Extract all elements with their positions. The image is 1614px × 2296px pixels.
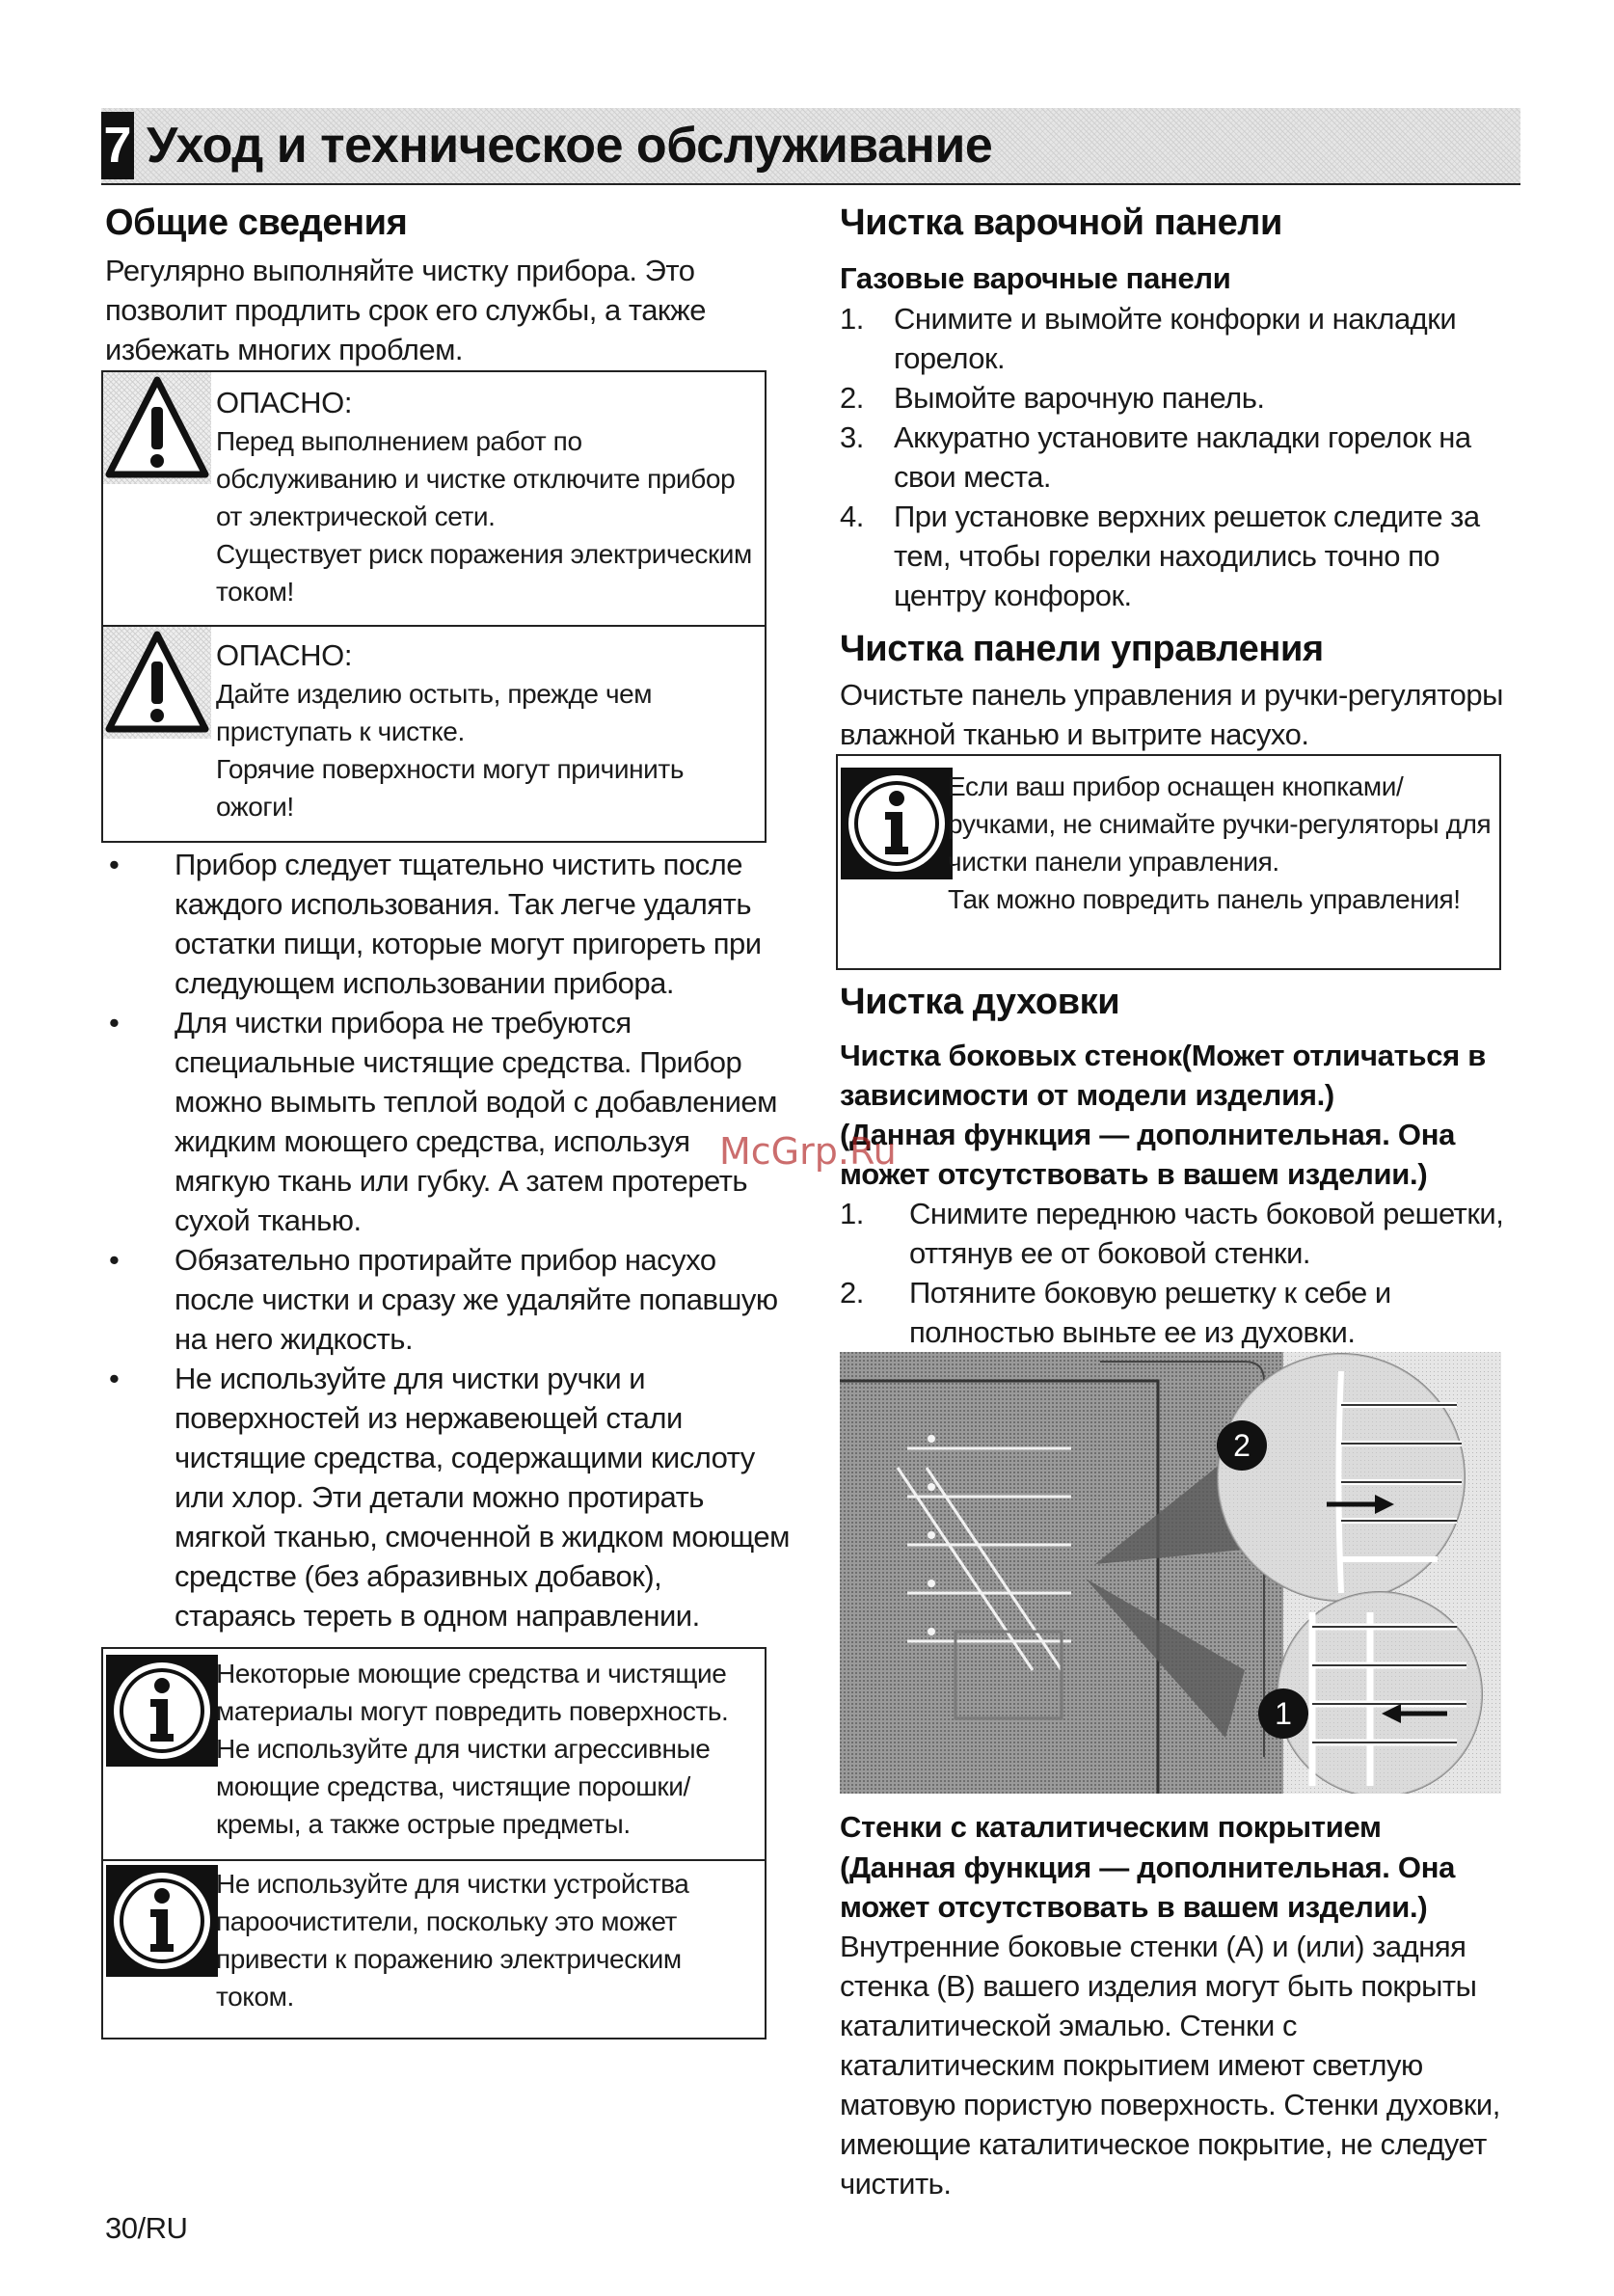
hob-step — [840, 299, 1515, 378]
hob-step — [840, 497, 1515, 615]
warning-2-text — [216, 636, 756, 825]
figure-callout-1: 1 — [1275, 1696, 1292, 1731]
warning-triangle-icon — [103, 374, 211, 482]
oven-step — [840, 1273, 1515, 1352]
step-number: 2. — [840, 381, 864, 415]
hob-step — [840, 378, 1515, 418]
step-number: 1. — [840, 1197, 864, 1230]
warning-triangle-icon — [103, 629, 211, 737]
catalytic-text: Внутренние боковые стенки (A) и (или) задняя стенка (B) вашего изделия могут быть покрыты каталитической эмалью. Стенки с каталитическим покрытием имеют светлую матовую пористую поверхность. Стенки духовки, имеющие каталитическое покрытие, не следует чистить. — [840, 1930, 1500, 2201]
info-left-2-text: Не используйте для чистки устройства пароочистители, поскольку это может привести к поражению электрическим током. — [216, 1869, 689, 2012]
chapter-title: Уход и техническое обслуживание — [147, 118, 993, 174]
oven-step — [840, 1194, 1515, 1273]
bullet-item: • Обязательно протирайте прибор насухо после чистки и сразу же удаляйте попавшую на него жидкость. — [105, 1240, 790, 1359]
cleaning-bullet-list — [105, 845, 790, 1635]
step-number: 2. — [840, 1276, 864, 1310]
info-icon — [106, 1655, 218, 1767]
warning-1-line1: Перед выполнением работ по обслуживанию и чистке отключите прибор от электрической сети. — [216, 426, 736, 531]
oven-steps — [840, 1194, 1515, 1352]
hob-title: Чистка варочной панели — [840, 203, 1283, 243]
watermark: McGrp.Ru — [719, 1130, 897, 1173]
bullet-item: • Не используйте для чистки ручки и поверхностей из нержавеющей стали чистящие средства, содержащими кислоту или хлор. Эти детали можно протирать мягкой тканью, смоченной в жидком моющем средстве (без абразивных добавок), стараясь тереть в одном направлении. — [105, 1359, 790, 1635]
oven-side-rack-figure — [840, 1352, 1501, 1794]
info-left-1-text: Некоторые моющие средства и чистящие материалы могут повредить поверхность. Не используйте для чистки агрессивные моющие средства, чистящие порошки/кремы, а также острые предметы. — [216, 1659, 729, 1839]
hob-step — [840, 418, 1515, 497]
chapter-number: 7 — [101, 112, 134, 179]
warning-2-label: ОПАСНО: — [216, 638, 353, 672]
control-info-line2: Так можно повредить панель управления! — [948, 884, 1461, 914]
catalytic-title: Стенки с каталитическим покрытием — [840, 1810, 1382, 1844]
step-text: Снимите и вымойте конфорки и накладки горелок. — [894, 302, 1457, 375]
oven-side-title: Чистка боковых стенок(Может отличаться в зависимости от модели изделия.) — [840, 1039, 1487, 1112]
warning-1-label: ОПАСНО: — [216, 386, 353, 419]
warning-2-line1: Дайте изделию остыть, прежде чем приступать к чистке. — [216, 679, 653, 746]
warning-1-text — [216, 384, 756, 610]
warning-1-line2: Существует риск поражения электрическим током! — [216, 539, 752, 607]
page-number: 30/RU — [105, 2211, 188, 2245]
control-info-text — [948, 768, 1493, 918]
info-icon — [106, 1865, 218, 1977]
warning-2-line2: Горячие поверхности могут причинить ожоги! — [216, 754, 685, 822]
hob-subtitle: Газовые варочные панели — [840, 261, 1231, 295]
step-number: 1. — [840, 302, 864, 336]
oven-side-note: (Данная функция — дополнительная. Она может отсутствовать в вашем изделии.) — [840, 1118, 1456, 1191]
general-title: Общие сведения — [105, 203, 408, 243]
step-text: Снимите переднюю часть боковой решетки, оттянув ее от боковой стенки. — [909, 1197, 1504, 1270]
step-number: 3. — [840, 420, 864, 454]
step-text: Аккуратно установите накладки горелок на свои места. — [894, 420, 1471, 494]
step-text: При установке верхних решеток следите за тем, чтобы горелки находились точно по центру конфорок. — [894, 500, 1480, 612]
control-info-line1: Если ваш прибор оснащен кнопками/ручками, не снимайте ручки-регуляторы для чистки панели управления. — [948, 771, 1492, 877]
control-text: Очистьте панель управления и ручки-регуляторы влажной тканью и вытрите насухо. — [840, 678, 1503, 751]
general-intro: Регулярно выполняйте чистку прибора. Это позволит продлить срок его службы, а также избежать многих проблем. — [105, 254, 706, 366]
catalytic-note: (Данная функция — дополнительная. Она может отсутствовать в вашем изделии.) — [840, 1850, 1456, 1924]
control-title: Чистка панели управления — [840, 629, 1324, 669]
bullet-item: • Для чистки прибора не требуются специальные чистящие средства. Прибор можно вымыть теплой водой с добавлением жидким моющего средства, используя мягкую ткань или губку. А затем протереть сухой тканью. — [105, 1003, 790, 1240]
step-text: Вымойте варочную панель. — [894, 381, 1265, 415]
figure-callout-2: 2 — [1233, 1428, 1251, 1463]
oven-title: Чистка духовки — [840, 982, 1120, 1022]
bullet-item: • Прибор следует тщательно чистить после каждого использования. Так легче удалять остатки пищи, которые могут пригореть при следующем использовании прибора. — [105, 845, 790, 1003]
step-number: 4. — [840, 500, 864, 533]
info-box-divider — [103, 1859, 765, 1861]
hob-steps — [840, 299, 1515, 615]
info-icon — [841, 768, 953, 879]
step-text: Потяните боковую решетку к себе и полностью выньте ее из духовки. — [909, 1276, 1391, 1349]
